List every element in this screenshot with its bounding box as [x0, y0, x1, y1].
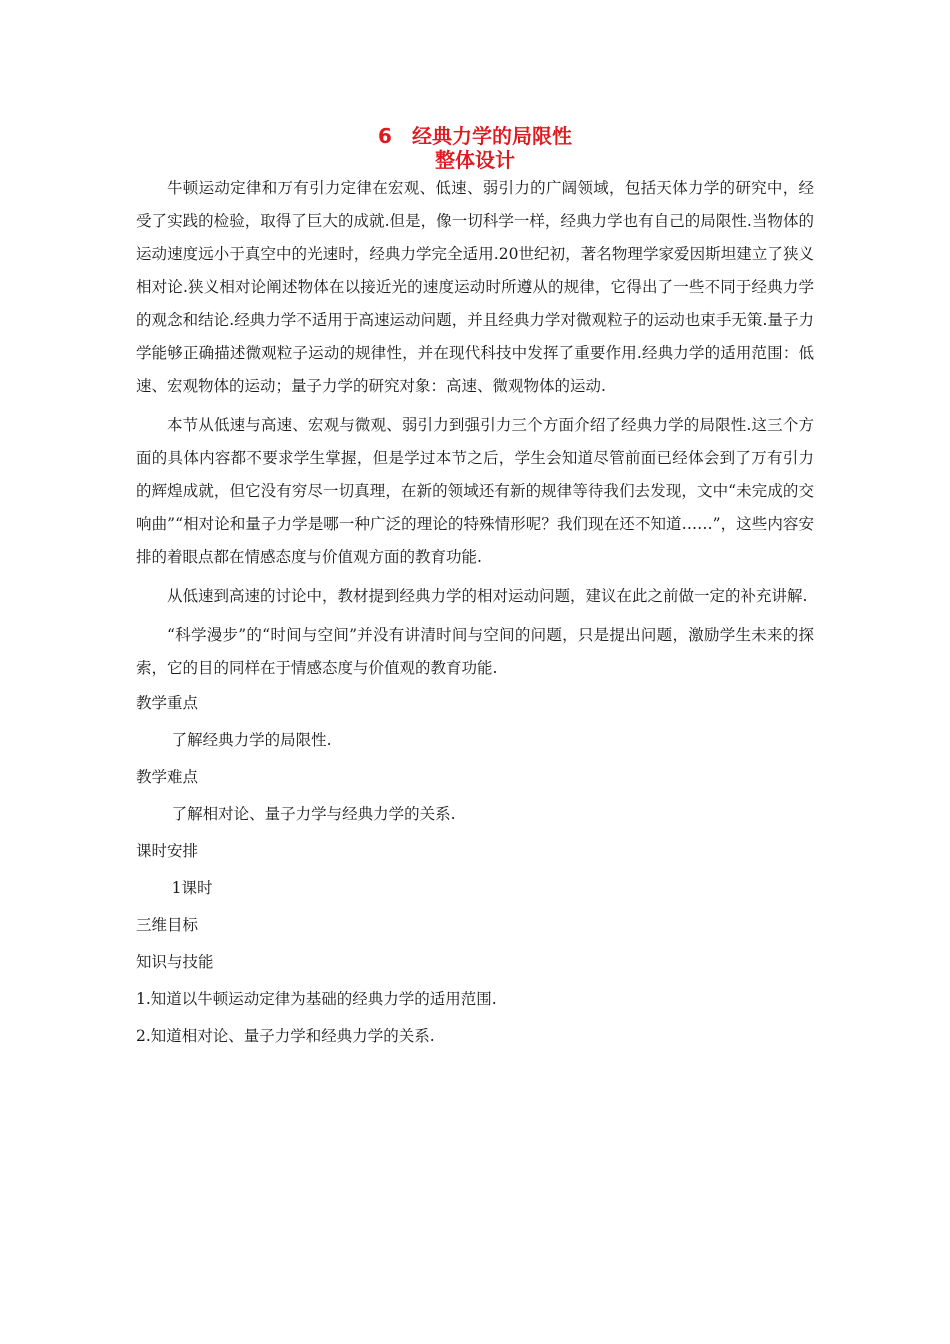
- goals-heading: 三维目标: [136, 916, 199, 934]
- paragraph-section-intro: 本节从低速与高速、宏观与微观、弱引力到强引力三个方面介绍了经典力学的局限性.这三个方面的具体内容都不要求学生掌握，但是学过本节之后，学生会知道尽管前面已经体会到了万有引力的辉煌成就，但它没有穷尽一切真理，在新的领域还有新的规律等待我们去发现，文中“未完成的交响曲”“相对论和量子力学是哪一种广泛的理论的特殊情形呢？我们现在还不知道……”，这些内容安排的着眼点都在情感态度与价值观方面的教育功能.: [136, 416, 814, 566]
- list-item: 1.知道以牛顿运动定律为基础的经典力学的适用范围.: [136, 990, 497, 1008]
- list-item: 2.知道相对论、量子力学和经典力学的关系.: [136, 1027, 435, 1045]
- key-point-heading: 教学重点: [136, 694, 199, 712]
- paragraph-overview: 牛顿运动定律和万有引力定律在宏观、低速、弱引力的广阔领域，包括天体力学的研究中，经受了实践的检验，取得了巨大的成就.但是，像一切科学一样，经典力学也有自己的局限性.当物体的运动速度远小于真空中的光速时，经典力学完全适用.20世纪初，著名物理学家爱因斯坦建立了狭义相对论.狭义相对论阐述物体在以接近光的速度运动时所遵从的规律，它得出了一些不同于经典力学的观念和结论.经典力学不适用于高速运动问题，并且经典力学对微观粒子的运动也束手无策.量子力学能够正确描述微观粒子运动的规律性，并在现代科技中发挥了重要作用.经典力学的适用范围：低速、宏观物体的运动；量子力学的研究对象：高速、微观物体的运动.: [136, 179, 814, 395]
- schedule-text: 1课时: [171, 879, 213, 897]
- section-subtitle: 整体设计: [435, 148, 515, 172]
- schedule-heading: 课时安排: [136, 842, 199, 860]
- section-title: 6 经典力学的局限性: [378, 124, 572, 148]
- paragraph-science-walk: “科学漫步”的“时间与空间”并没有讲清时间与空间的问题，只是提出问题，激励学生未来的探索，它的目的同样在于情感态度与价值观的教育功能.: [136, 626, 814, 677]
- difficulty-text: 了解相对论、量子力学与经典力学的关系.: [171, 805, 456, 823]
- difficulty-heading: 教学难点: [136, 768, 199, 786]
- document-body: [136, 172, 814, 1055]
- title-block: [0, 124, 950, 172]
- knowledge-heading: 知识与技能: [136, 953, 214, 971]
- key-point-text: 了解经典力学的局限性.: [171, 731, 332, 749]
- paragraph-relative-motion: 从低速到高速的讨论中，教材提到经典力学的相对运动问题，建议在此之前做一定的补充讲解.: [167, 587, 808, 605]
